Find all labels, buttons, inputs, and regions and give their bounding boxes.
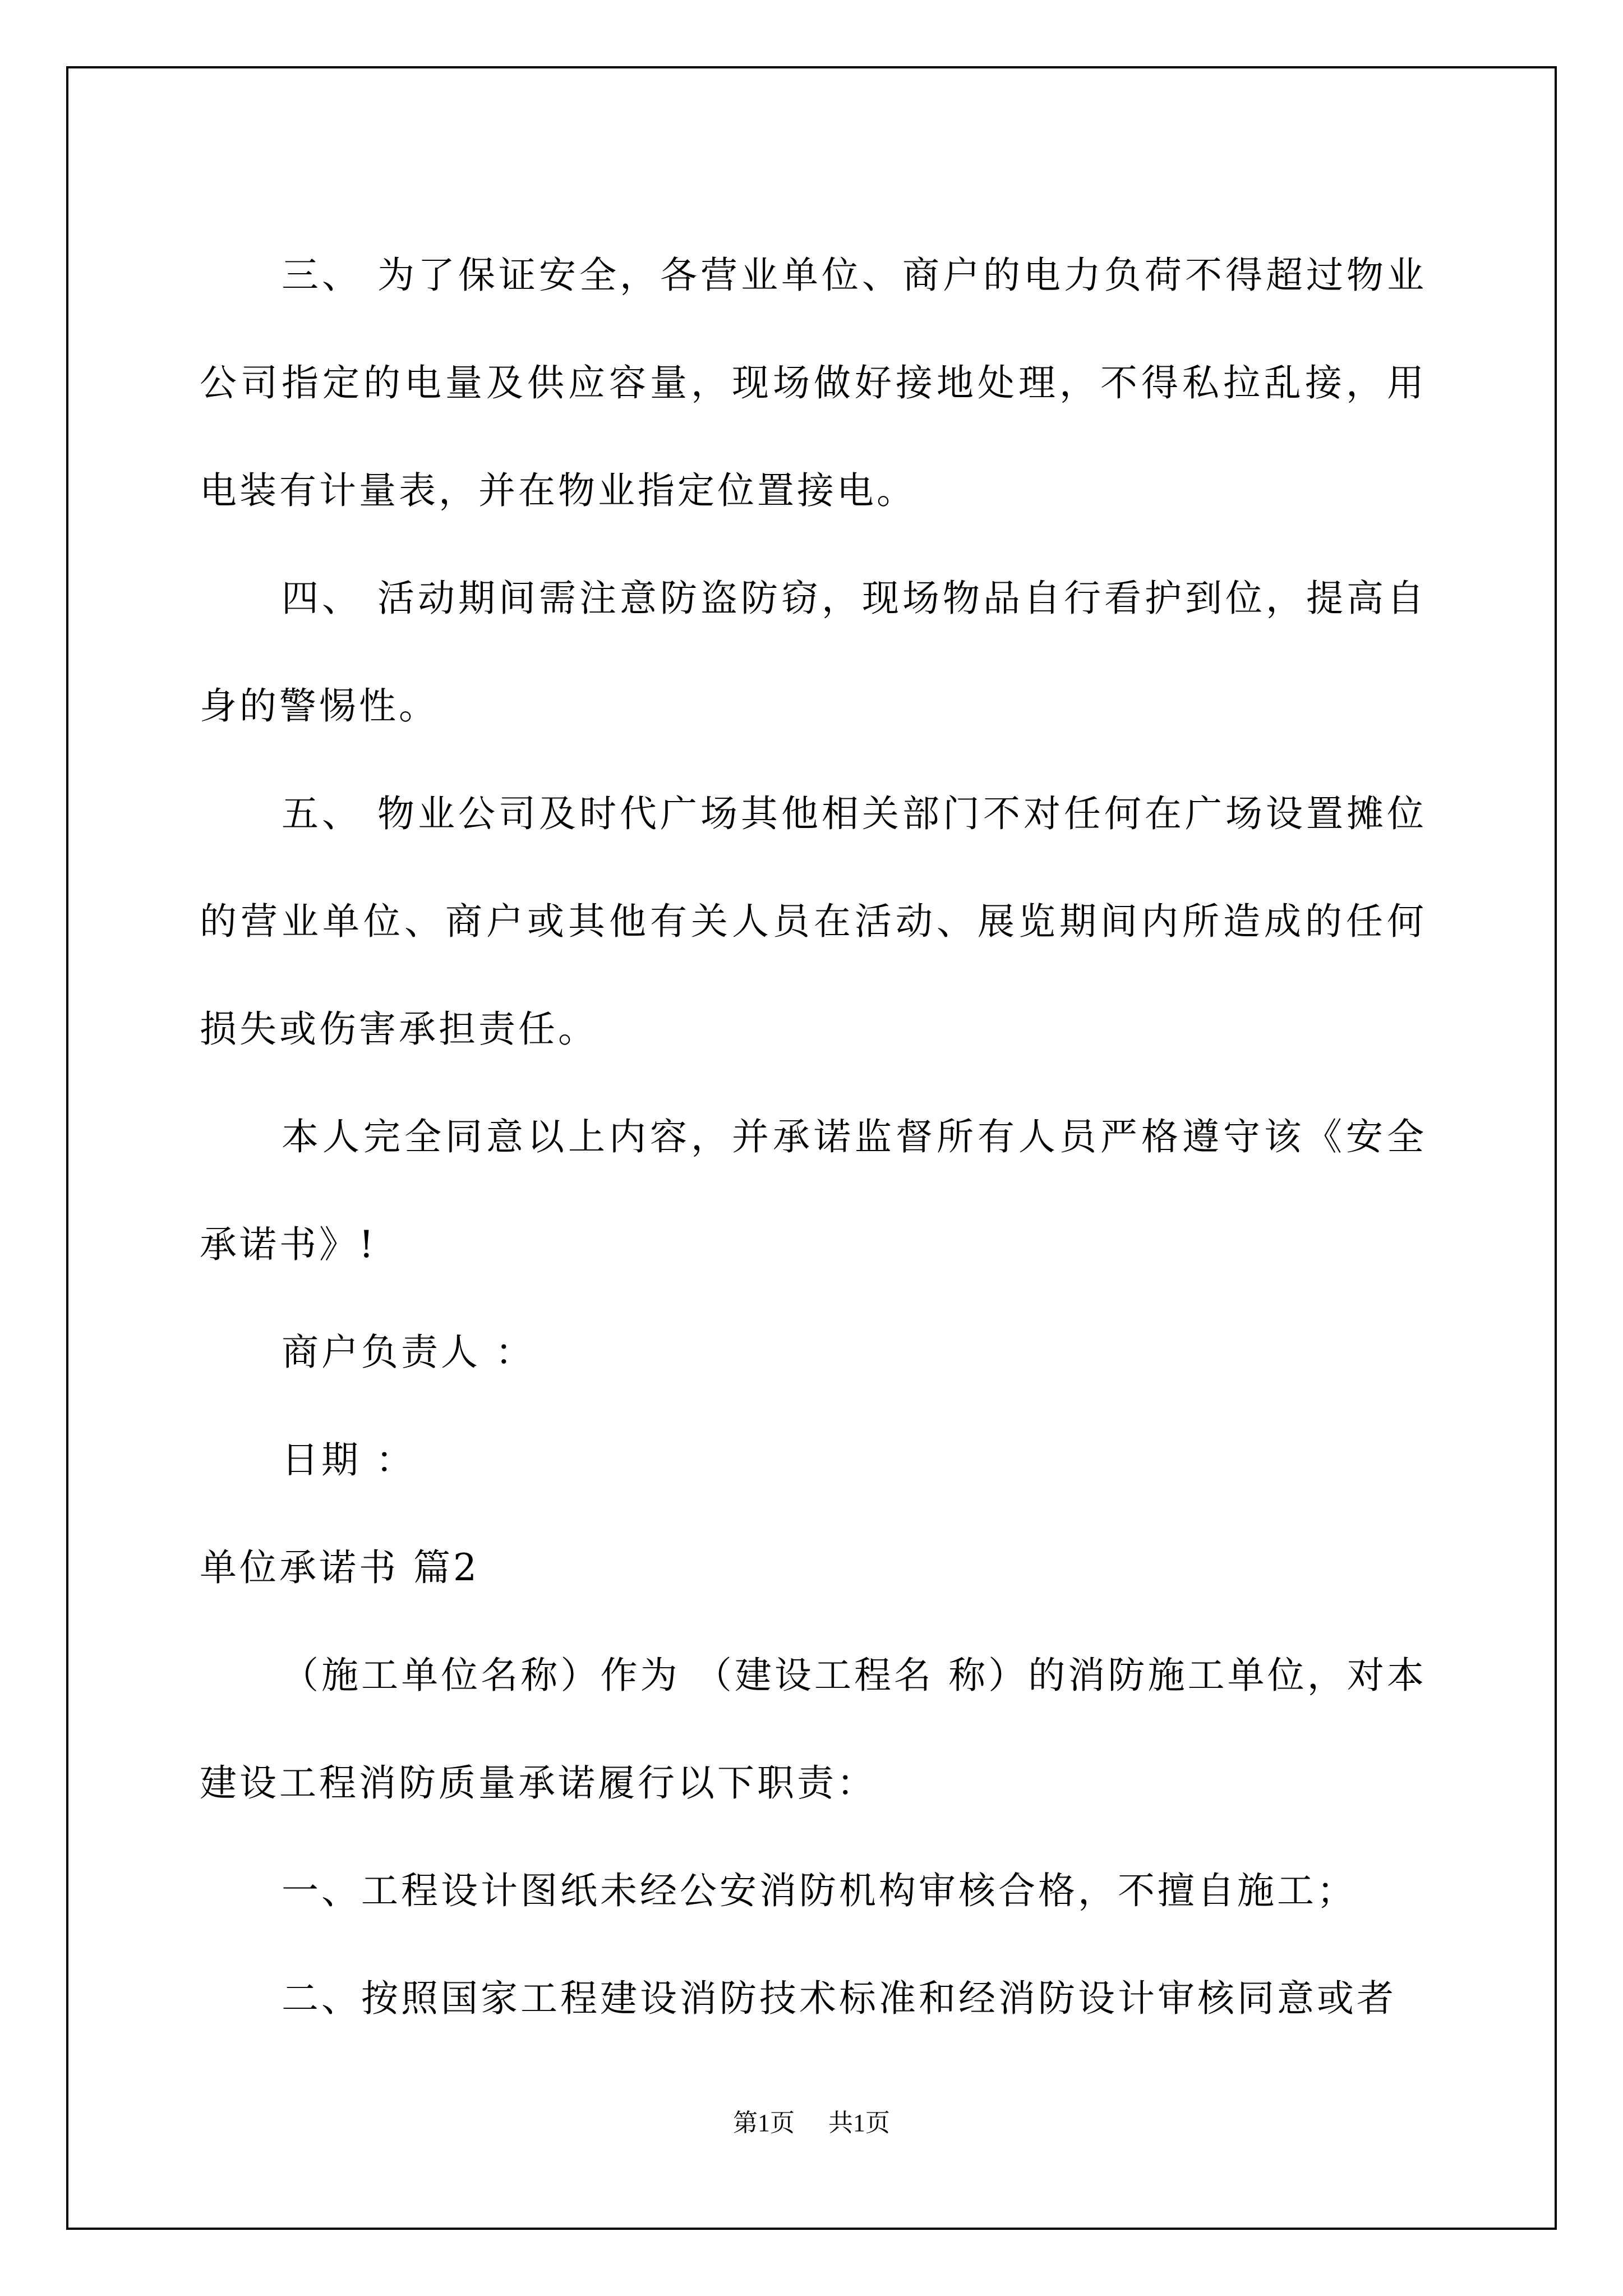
page-total: 共1页 bbox=[828, 2109, 890, 2137]
date-line: 日期 ： bbox=[282, 1438, 416, 1481]
duty-two-paragraph: 二、按照国家工程建设消防技术标准和经消防设计审核同意或者 bbox=[282, 1977, 1396, 2020]
page-footer bbox=[0, 2106, 1623, 2140]
section-heading: 单位承诺书 篇2 bbox=[200, 1546, 479, 1589]
clause-four-paragraph: 四、 活动期间需注意防盗防窃，现场物品自行看护到位，提高自身的警惕性。 bbox=[200, 577, 1427, 728]
intro-paragraph: （施工单位名称）作为 （建设工程名 称）的消防施工单位，对本建设工程消防质量承诺履行以下职责： bbox=[200, 1654, 1427, 1805]
clause-five-paragraph: 五、 物业公司及时代广场其他相关部门不对任何在广场设置摊位的营业单位、商户或其他有关人员在活动、展览期间内所造成的任何损失或伤害承担责任。 bbox=[200, 792, 1427, 1051]
clause-three-paragraph: 三、 为了保证安全，各营业单位、商户的电力负荷不得超过物业公司指定的电量及供应容量，现场做好接地处理，不得私拉乱接，用电装有计量表，并在物业指定位置接电。 bbox=[200, 254, 1427, 512]
agreement-paragraph: 本人完全同意以上内容，并承诺监督所有人员严格遵守该《安全承诺书》! bbox=[200, 1115, 1427, 1266]
page-number: 第1页 bbox=[733, 2109, 795, 2137]
merchant-signature-line: 商户负责人 ： bbox=[282, 1331, 535, 1374]
document-body bbox=[200, 222, 1427, 2053]
duty-one-paragraph: 一、工程设计图纸未经公安消防机构审核合格，不擅自施工； bbox=[282, 1869, 1357, 1912]
